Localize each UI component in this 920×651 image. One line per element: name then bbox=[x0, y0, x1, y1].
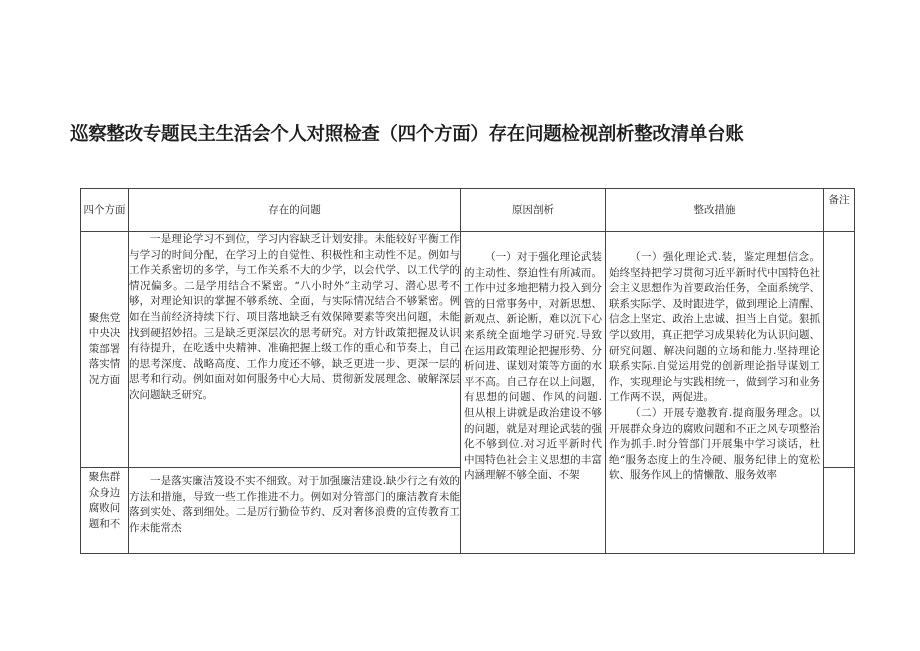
header-problems: 存在的问题 bbox=[129, 189, 461, 232]
row-problems bbox=[129, 232, 461, 468]
header-category: 四个方面 bbox=[81, 189, 129, 232]
header-row bbox=[81, 189, 855, 232]
row-category: 聚焦党中央决策部署落实情况方面 bbox=[81, 232, 129, 468]
rectification-ledger-table bbox=[80, 188, 855, 554]
table-row bbox=[81, 232, 855, 468]
causes-cell bbox=[461, 232, 606, 554]
header-remarks: 备注 bbox=[824, 189, 855, 232]
row-category: 聚焦群众身边腐败问题和不 bbox=[81, 468, 129, 554]
causes-text: （一）对于强化理论武装的主动性、祭迫性有所减而。工作中过多地把精力投入到分管的日常事务中，对新思想、新观点、新论断，难以沉下心来系统全面地学习研究.导致在运用政策理论把握形势、分析问进、谋划对策等方面的水平不高。自己存在以上问题，有思想的问题、作风的问题.但从根上讲就是政治建设不够的问题，就是对理论武装的强化不够到位.对习近平新时代中国特色社会主义思想的丰富内涵理解不够全面、不架 bbox=[464, 251, 602, 482]
problems-text: 一是落实廉洁笈设不实不细致。对于加强廉洁建设.缺少行之有效的方法和措施，导致一些工作推进不力。例如对分管部门的廉洁教育未能落到实处、落到细处。二是厉行勤俭节约、反对奢侈浪费的宣传教育工作未能常杰 bbox=[129, 475, 460, 534]
problems-text: 一是理论学习不到位，学习内容缺乏计划安排。未能较好平衡工作与学习的时间分配，在学习上的自觉性、积极性和主动性不足。例如与工作关系密切的多学，与工作关系不大的少学，以会代学、以工代学的情况偏多。二是学用结合不紧密。“八小时外”主动学习、潜心思考不够，对理论知识的掌握不够系统、全面，与实际情况结合不够紧密。例如在当前经济持续下行、项目落地缺乏有效保障要素等突出问题，未能找到硬招妙招。三是缺乏更深层次的思考研究。对方针政策把握及认识有待提升，在吃透中央精神、准确把握上级工作的重心和节奏上，自己的思考深度、战略高度、工作力度还不够，缺乏更进一步、更深一层的思考和行动。例如面对如何服务中心大局、贯彻新发展理念、破解深层次问题缺乏研究。 bbox=[129, 233, 460, 401]
document-title: 巡察整改专题民主生活会个人对照检查（四个方面）存在问题检视剖析整改清单台账 bbox=[70, 124, 744, 145]
measures-item-1: （一）强化理论式.装，鉴定理想信念。始终坚持把学习贯彻习近平新时代中国特色社会主义思想作为首要政治任务，全面系统学、联系实际学、及时跟进学，做到理论上清醒、信念上坚定、政治上忠诚、担当上自觉。狠抓学以致用，真正把学习成果转化为认识问题、研究问题、解决问题的立场和能力.坚持理论联系实际.自觉运用党的创新理论指导谋划工作，实现理论与实践相统一，做到学习和业务工作两不误，两促进。 bbox=[609, 251, 820, 404]
row-remarks bbox=[824, 232, 855, 468]
measures-item-2: （二）开展专邀教育.提商服务理念。以开展群众身边的腐败问题和不正之风专项整治作为抓手.时分管部门开展集中学习谈话，杜绝“服务态度上的生冷硬、服务纪律上的宽松软、服务作风上的情懒散、服务效率 bbox=[609, 406, 820, 482]
header-measures: 整改措施 bbox=[606, 189, 824, 232]
row-remarks bbox=[824, 468, 855, 554]
header-causes: 原因剖析 bbox=[461, 189, 606, 232]
row-problems bbox=[129, 468, 461, 554]
measures-cell bbox=[606, 232, 824, 554]
